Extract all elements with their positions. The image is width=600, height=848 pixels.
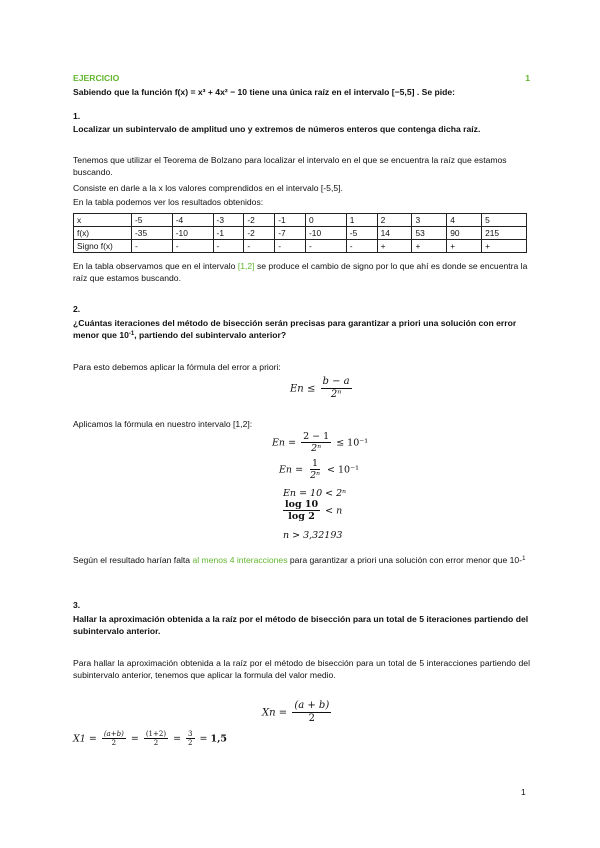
section-3-question: Hallar la aproximación obtenida a la raíz por el método de bisección para un total de 5 iteraciones partiendo del subintervalo anterior. bbox=[73, 614, 529, 636]
midpoint-formula bbox=[262, 700, 333, 726]
section-2-number: 2. bbox=[73, 304, 81, 314]
table-cell: 53 bbox=[412, 227, 447, 240]
table-cell: - bbox=[213, 240, 244, 253]
x1-lhs: X1 = bbox=[73, 733, 97, 745]
midpoint-lhs: Xn = bbox=[262, 707, 288, 719]
x1-frac3-den: 2 bbox=[188, 739, 193, 748]
section-2-paragraph-2: Aplicamos la fórmula en nuestro intervalo [1,2]: bbox=[73, 419, 253, 429]
highlight-iterations: al menos 4 interacciones bbox=[192, 555, 288, 565]
exercise-header bbox=[73, 73, 530, 85]
table-cell: -3 bbox=[213, 214, 244, 227]
question-text-b: , partiendo del subintervalo anterior? bbox=[134, 329, 287, 340]
table-cell: 90 bbox=[447, 227, 482, 240]
table-row bbox=[74, 240, 527, 253]
conclusion-2-text-b: para garantizar a priori una solución con error menor que 10- bbox=[287, 555, 523, 565]
equation-4 bbox=[283, 499, 342, 523]
formula-op: ≤ bbox=[306, 383, 316, 395]
exercise-title: EJERCICIO bbox=[73, 73, 120, 83]
table-cell: - bbox=[244, 240, 275, 253]
section-1-conclusion bbox=[73, 261, 530, 285]
x1-frac2-den: 2 bbox=[153, 739, 159, 748]
section-3-number: 3. bbox=[73, 600, 81, 610]
table-cell: -35 bbox=[132, 227, 173, 240]
section-2-paragraph-1: Para esto debemos aplicar la fórmula del error a priori: bbox=[73, 362, 281, 372]
table-cell: 4 bbox=[447, 214, 482, 227]
section-1-paragraph-3: En la tabla podemos ver los resultados obtenidos: bbox=[73, 197, 264, 207]
table-row bbox=[74, 214, 527, 227]
table-cell: - bbox=[172, 240, 213, 253]
conclusion-2-exponent: 1 bbox=[522, 556, 526, 562]
table-cell: 1 bbox=[346, 214, 377, 227]
eq4-denominator: log 2 bbox=[288, 511, 315, 523]
formula-numerator: b − a bbox=[322, 376, 350, 387]
section-1-paragraph-2: Consiste en darle a la x los valores comprendidos en el intervalo [-5,5]. bbox=[73, 183, 343, 193]
eq4-rhs: < n bbox=[325, 505, 343, 517]
table-cell: -10 bbox=[172, 227, 213, 240]
table-row-header: Signo f(x) bbox=[74, 240, 132, 253]
eq2-denominator: 2ⁿ bbox=[310, 470, 320, 482]
section-2-question bbox=[73, 318, 530, 342]
eq2-numerator: 1 bbox=[312, 458, 319, 469]
table-cell: - bbox=[132, 240, 173, 253]
table-cell: + bbox=[377, 240, 412, 253]
x1-frac2-num: (1+2) bbox=[145, 730, 167, 738]
section-1-question: Localizar un subintervalo de amplitud uno y extremos de números enteros que contenga dicha raíz. bbox=[73, 124, 481, 134]
table-cell: 215 bbox=[482, 227, 527, 240]
midpoint-numerator: (a + b) bbox=[294, 700, 330, 711]
eq1-numerator: 2 − 1 bbox=[303, 431, 330, 442]
conclusion-text-a: En la tabla observamos que en el intervalo bbox=[73, 261, 238, 271]
equation-3: En = 10 < 2ⁿ bbox=[283, 488, 347, 499]
section-3-paragraph-1: Para hallar la aproximación obtenida a la raíz por el método de bisección para un total de 5 interacciones partiendo del subintervalo anterior, tenemos que aplicar la formula del valor medio. bbox=[73, 658, 530, 680]
table-row bbox=[74, 227, 527, 240]
highlight-interval: [1,2] bbox=[237, 261, 255, 271]
table-cell: - bbox=[306, 240, 347, 253]
section-1-number: 1. bbox=[73, 111, 81, 121]
table-cell: -4 bbox=[172, 214, 213, 227]
equation-1 bbox=[272, 431, 368, 455]
eq4-numerator: log 10 bbox=[285, 499, 319, 510]
eq1-denominator: 2ⁿ bbox=[311, 443, 322, 455]
table-cell: + bbox=[412, 240, 447, 253]
table-cell: -2 bbox=[244, 214, 275, 227]
table-row-header: f(x) bbox=[74, 227, 132, 240]
table-cell: + bbox=[447, 240, 482, 253]
table-cell: - bbox=[275, 240, 306, 253]
table-cell: - bbox=[346, 240, 377, 253]
intro-statement: Sabiendo que la función f(x) = x³ + 4x² − 10 tiene una única raíz en el intervalo [−5,5] . Se pide: bbox=[73, 87, 456, 97]
formula-lhs: En bbox=[290, 383, 304, 395]
formula-denominator: 2ⁿ bbox=[330, 389, 342, 400]
section-2-conclusion bbox=[73, 555, 530, 567]
equation-2 bbox=[279, 458, 359, 482]
eq1-lhs: En = bbox=[272, 437, 297, 449]
equation-5: n > 3,32193 bbox=[283, 530, 343, 541]
table-cell: -5 bbox=[346, 227, 377, 240]
question-text-a: ¿Cuántas iteraciones del método de bisección serán precisas para garantizar a priori una solución con error menor que 10 bbox=[73, 318, 517, 340]
table-cell: 3 bbox=[412, 214, 447, 227]
table-cell: 0 bbox=[306, 214, 347, 227]
table-cell: 2 bbox=[377, 214, 412, 227]
midpoint-denominator: 2 bbox=[308, 713, 315, 724]
table-cell: -1 bbox=[275, 214, 306, 227]
table-cell: -2 bbox=[244, 227, 275, 240]
table-cell: -10 bbox=[306, 227, 347, 240]
exercise-number: 1 bbox=[525, 73, 530, 83]
question-exponent: -1 bbox=[128, 330, 135, 337]
x1-frac1-num: (a+b) bbox=[103, 730, 124, 738]
eq2-rhs: < 10⁻¹ bbox=[327, 464, 359, 476]
x1-result: 1,5 bbox=[210, 733, 228, 745]
error-formula bbox=[290, 376, 354, 402]
table-cell: + bbox=[482, 240, 527, 253]
table-cell: 14 bbox=[377, 227, 412, 240]
conclusion-2-text-a: Según el resultado harían falta bbox=[73, 555, 193, 565]
table-row-header: x bbox=[74, 214, 132, 227]
eq2-lhs: En = bbox=[279, 464, 304, 476]
bolzano-table bbox=[73, 213, 527, 253]
conclusion-text-b: se produce el cambio de signo por lo que ahí es donde se encuentra la raíz que estamos buscando. bbox=[73, 261, 528, 283]
table-cell: -5 bbox=[132, 214, 173, 227]
table-cell: 5 bbox=[482, 214, 527, 227]
table-cell: -1 bbox=[213, 227, 244, 240]
page-number: 1 bbox=[521, 787, 526, 797]
table-cell: -7 bbox=[275, 227, 306, 240]
x1-calculation: X1 = $\frac{(a+b)}{2}$ = $\frac{(1+2)}{2}$ = $\frac{3}{2}$ = 1,5 bbox=[73, 730, 228, 748]
x1-frac3-num: 3 bbox=[188, 730, 193, 738]
eq1-rhs: ≤ 10⁻¹ bbox=[336, 437, 369, 449]
x1-frac1-den: 2 bbox=[111, 739, 117, 748]
section-1-paragraph-1: Tenemos que utilizar el Teorema de Bolzano para localizar el intervalo en el que se encuentra la raíz que estamos buscando. bbox=[73, 155, 507, 177]
